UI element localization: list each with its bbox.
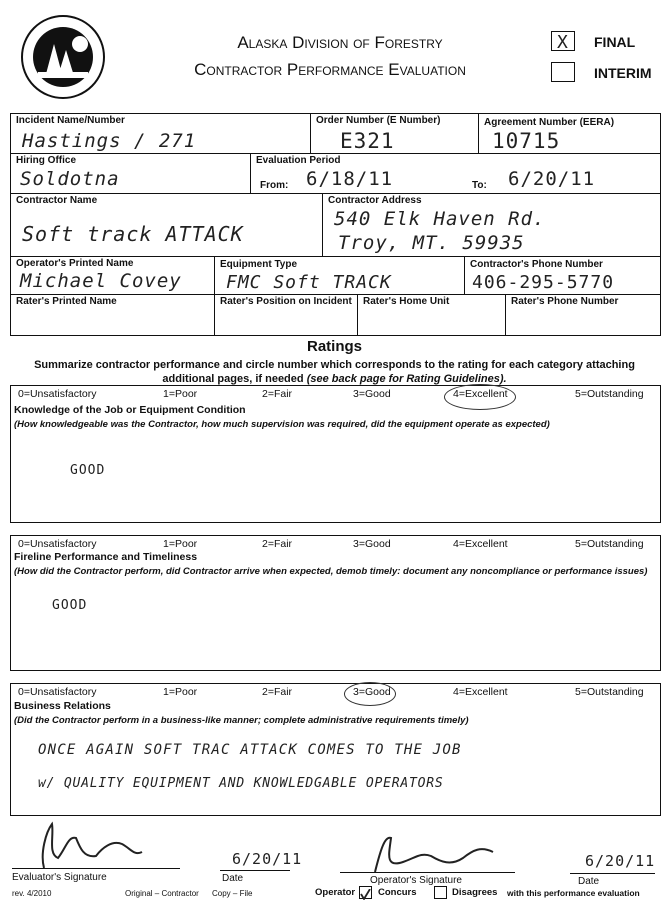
order-number-value[interactable]: E321: [340, 129, 395, 153]
evaluator-date-value[interactable]: 6/20/11: [232, 850, 303, 868]
agreement-number-label: Agreement Number (EERA): [484, 117, 615, 128]
scale-0[interactable]: 0=Unsatisfactory: [18, 538, 97, 550]
evaluator-signature-label: Evaluator's Signature: [12, 872, 107, 883]
to-label: To:: [472, 180, 487, 191]
form-title-line1: Alaska Division of Forestry: [237, 33, 443, 52]
rater-phone-label: Rater's Phone Number: [511, 296, 619, 307]
contractor-address-line2[interactable]: Troy, MT. 59935: [338, 232, 525, 254]
revision-note: rev. 4/2010: [12, 889, 52, 898]
scale-5[interactable]: 5=Outstanding: [575, 388, 644, 400]
scale-5[interactable]: 5=Outstanding: [575, 686, 644, 698]
contractor-name-label: Contractor Name: [16, 195, 98, 206]
circled-rating-excellent: [444, 384, 516, 410]
section1-title: Knowledge of the Job or Equipment Condition: [14, 404, 246, 416]
equipment-type-label: Equipment Type: [220, 259, 298, 270]
order-number-label: Order Number (E Number): [316, 115, 441, 126]
operator-name-value[interactable]: Michael Covey: [20, 270, 182, 292]
form-title-line2: Contractor Performance Evaluation: [194, 60, 466, 79]
scale-0[interactable]: 0=Unsatisfactory: [18, 388, 97, 400]
scale-4[interactable]: 4=Excellent: [453, 388, 508, 400]
scale-3[interactable]: 3=Good: [353, 388, 391, 400]
scale-2[interactable]: 2=Fair: [262, 388, 293, 400]
rater-name-label: Rater's Printed Name: [16, 296, 117, 307]
evaluator-date-label: Date: [222, 873, 244, 884]
scale-2[interactable]: 2=Fair: [262, 686, 293, 698]
section3-title: Business Relations: [14, 700, 111, 712]
interim-label: INTERIM: [594, 65, 652, 81]
from-label: From:: [260, 180, 289, 191]
contractor-address-label: Contractor Address: [328, 195, 422, 206]
scale-0[interactable]: 0=Unsatisfactory: [18, 686, 97, 698]
operator-signature-label: Operator's Signature: [370, 875, 462, 886]
evaluation-statement: with this performance evaluation: [507, 888, 640, 898]
disagrees-label: Disagrees: [452, 887, 498, 898]
ratings-title: Ratings: [306, 338, 362, 355]
hiring-office-label: Hiring Office: [16, 155, 77, 166]
original-copy-note: Original – Contractor: [125, 889, 199, 898]
file-copy-note: Copy – File: [212, 889, 253, 898]
section1-comment[interactable]: GOOD: [70, 463, 106, 478]
equipment-type-value[interactable]: FMC Soft TRACK: [226, 272, 392, 293]
contractor-address-line1[interactable]: 540 Elk Haven Rd.: [334, 208, 546, 230]
contractor-name-value[interactable]: Soft track ATTACK: [22, 222, 244, 246]
ratings-instructions: [12, 358, 657, 386]
interim-checkbox[interactable]: [551, 62, 575, 82]
scale-2[interactable]: 2=Fair: [262, 538, 293, 550]
concurs-label: Concurs: [378, 887, 417, 898]
final-check-mark: X: [557, 32, 569, 53]
agreement-number-value[interactable]: 10715: [492, 129, 561, 153]
final-label: FINAL: [594, 34, 636, 50]
operator-date-value[interactable]: 6/20/11: [585, 852, 656, 870]
rating-scale-3: [0, 686, 669, 700]
from-date-value[interactable]: 6/18/11: [306, 168, 394, 190]
section3-question: (Did the Contractor perform in a business-like manner; complete administrative requirements timely): [14, 715, 469, 726]
operator-name-label: Operator's Printed Name: [16, 258, 134, 269]
rating-scale-2: [0, 538, 669, 552]
operator-date-label: Date: [578, 876, 600, 887]
final-checkbox[interactable]: [551, 31, 575, 51]
to-date-value[interactable]: 6/20/11: [508, 168, 596, 190]
scale-5[interactable]: 5=Outstanding: [575, 538, 644, 550]
section2-question: (How did the Contractor perform, did Contractor arrive when expected, demob timely: document any noncompliance or performance issues): [14, 566, 648, 577]
circled-rating-good: [344, 682, 396, 706]
section3-comment-line2[interactable]: w/ QUALITY EQUIPMENT AND KNOWLEDGABLE OPERATORS: [38, 776, 444, 791]
scale-4[interactable]: 4=Excellent: [453, 538, 508, 550]
incident-label: Incident Name/Number: [16, 115, 125, 126]
ratings-guidelines-note: (see back page for Rating Guidelines).: [306, 373, 507, 385]
contractor-phone-label: Contractor's Phone Number: [470, 259, 603, 270]
rater-home-unit-label: Rater's Home Unit: [363, 296, 450, 307]
scale-1[interactable]: 1=Poor: [163, 388, 198, 400]
forestry-seal-logo: [20, 14, 106, 100]
scale-1[interactable]: 1=Poor: [163, 538, 198, 550]
contractor-phone-value[interactable]: 406-295-5770: [472, 272, 615, 293]
section3-comment-line1[interactable]: ONCE AGAIN SOFT TRAC ATTACK COMES TO THE JOB: [38, 742, 462, 758]
disagrees-checkbox[interactable]: [434, 886, 447, 899]
scale-3[interactable]: 3=Good: [353, 538, 391, 550]
hiring-office-value[interactable]: Soldotna: [20, 168, 120, 190]
ratings-instructions-text: Summarize contractor performance and circle number which corresponds to the rating for each category attaching additional pages, if needed: [34, 359, 635, 385]
scale-4[interactable]: 4=Excellent: [453, 686, 508, 698]
section2-comment[interactable]: GOOD: [52, 598, 88, 613]
section1-question: (How knowledgeable was the Contractor, how much supervision was required, did the equipment operate as expected): [14, 419, 550, 430]
evaluator-signature[interactable]: [22, 818, 172, 870]
rating-scale-1: [0, 388, 669, 402]
scale-3[interactable]: 3=Good: [353, 686, 391, 698]
section2-title: Fireline Performance and Timeliness: [14, 551, 198, 563]
scale-1[interactable]: 1=Poor: [163, 686, 198, 698]
evaluation-period-label: Evaluation Period: [256, 155, 341, 166]
concurs-checkbox[interactable]: [359, 886, 372, 899]
rater-position-label: Rater's Position on Incident: [220, 296, 352, 307]
incident-value[interactable]: Hastings / 271: [22, 130, 197, 152]
operator-concur-word: Operator: [315, 887, 356, 898]
